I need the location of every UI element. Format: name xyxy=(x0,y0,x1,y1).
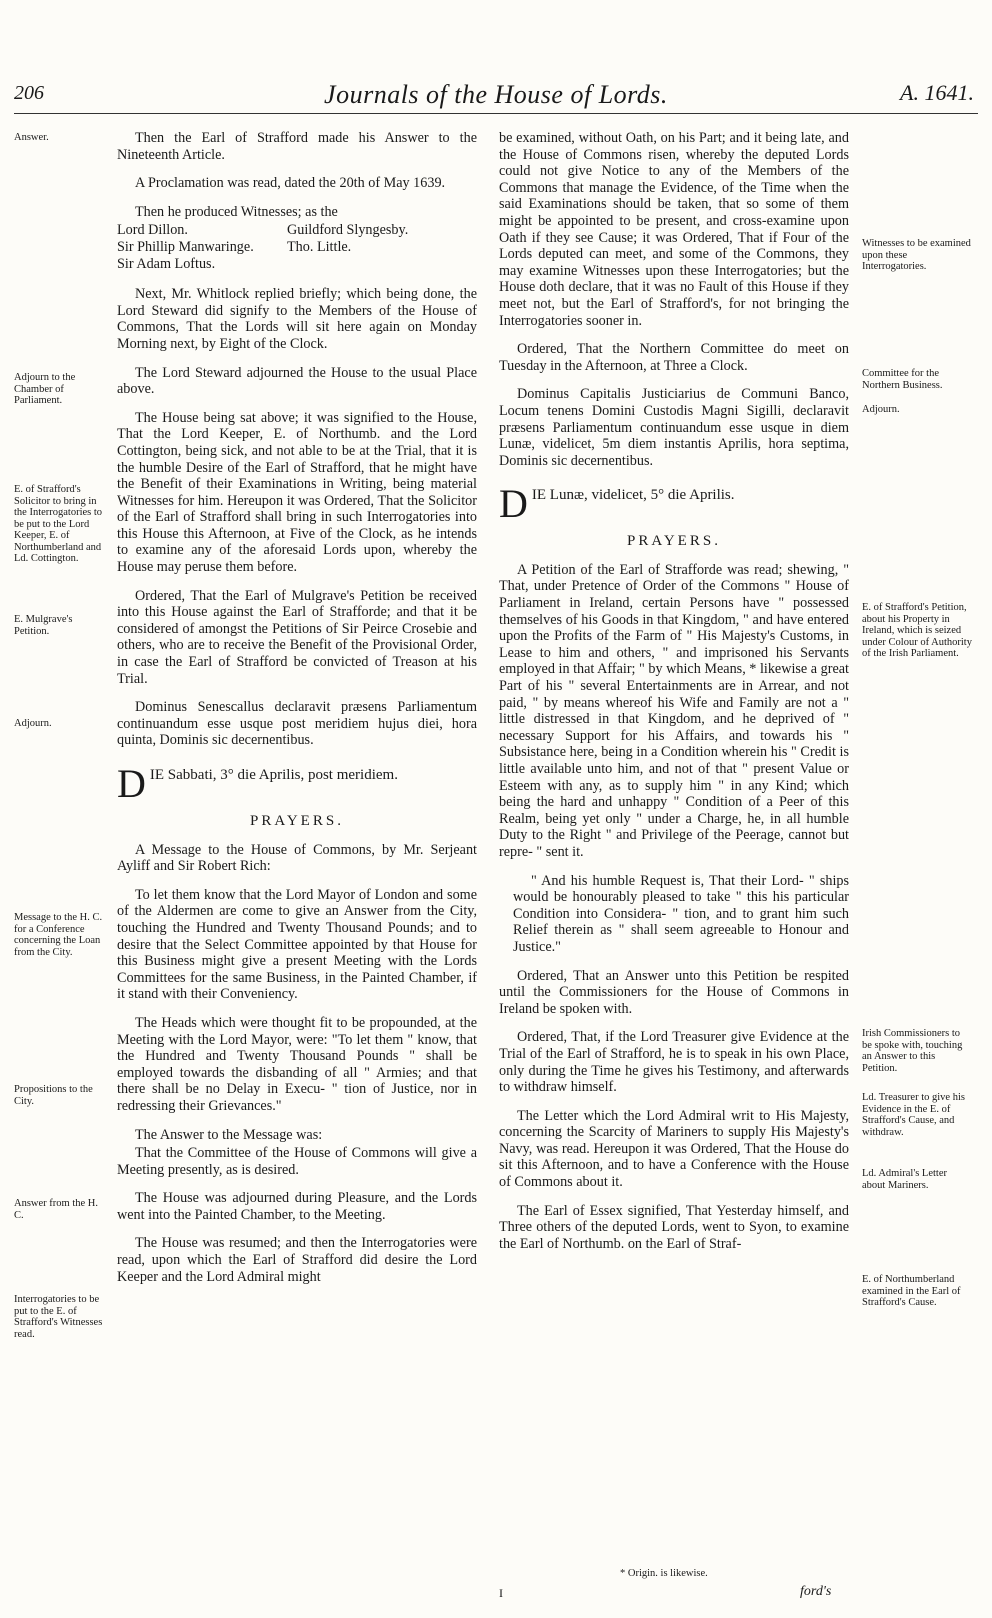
margin-note: Interrogatories to be put to the E. of Strafford's Witnesses read. xyxy=(14,1294,103,1340)
drop-cap: D xyxy=(499,481,528,527)
right-column xyxy=(499,130,849,1264)
margin-note: Answer. xyxy=(14,132,49,143)
paragraph: The Letter which the Lord Admiral writ to His Majesty, concerning the Scarcity of Mariners to supply His Majesty's Navy, was read. Hereupon it was Ordered, That the House do sit this Afternoon, and to have a Conference with the House of Commons about it. xyxy=(499,1107,849,1191)
witness-row xyxy=(117,222,477,239)
paragraph: Dominus Senescallus declaravit præsens Parliamentum continuandum esse usque post meridiem hujus diei, hora quinta, Dominis sic decernentibus. xyxy=(117,699,477,749)
paragraph: To let them know that the Lord Mayor of London and some of the Aldermen are come to give an Answer from the City, touching the Hundred and Twenty Thousand Pounds; and to desire that the Select Committee appointed by that House for this Business might give a present Meeting with the Lords Committees for the same Business, in the Painted Chamber, if it stand with their Conveniency. xyxy=(117,886,477,1003)
paragraph: Ordered, That the Northern Committee do meet on Tuesday in the Afternoon, at Three a Clock. xyxy=(499,341,849,374)
margin-note: Message to the H. C. for a Conference concerning the Loan from the City. xyxy=(14,912,103,958)
paragraph: The Lord Steward adjourned the House to the usual Place above. xyxy=(117,364,477,398)
witness-name xyxy=(287,256,457,273)
header-rule xyxy=(14,113,978,114)
paragraph: Then the Earl of Strafford made his Answer to the Nineteenth Article. xyxy=(117,130,477,163)
paragraph: The House was resumed; and then the Interrogatories were read, upon which the Earl of Strafford did desire the Lord Keeper and the Lord Admiral might xyxy=(117,1235,477,1285)
paragraph: The Heads which were thought fit to be propounded, at the Meeting with the Lord Mayor, were: "To let them " know, that the Hundred and Twenty Thousand Pounds " shall be employed towards the disbanding of all " Armies; and that there shall be no Delay in Execu- " tion of Justice, nor in redressing their Grievances." xyxy=(117,1014,477,1114)
page-header xyxy=(0,0,992,120)
page-number: 206 xyxy=(14,82,44,104)
margin-note: Adjourn. xyxy=(14,718,52,729)
running-title: Journals of the House of Lords. xyxy=(324,80,668,109)
paragraph: That the Committee of the House of Commons will give a Meeting presently, as is desired. xyxy=(117,1145,477,1178)
margin-note: Committee for the Northern Business. xyxy=(862,368,943,391)
margin-note: E. Mulgrave's Petition. xyxy=(14,614,73,637)
day-heading xyxy=(499,481,849,527)
day-heading xyxy=(117,761,477,806)
paragraph: The House being sat above; it was signified to the House, That the Lord Keeper, E. of Northumb. and the Lord Cottington, being sick, and not able to be at the Trial, that it is the humble Desire of the Earl of Strafford, that he might have the Benefit of their Examinations in Writing, being material Witnesses for him. Hereupon it was Ordered, That the Solicitor of the Earl of Strafford shall bring in such Interrogatories into this House this Afternoon, at Five of the Clock, as he intends to examine any of the aforesaid Lords upon, whereby the House may peruse them before. xyxy=(117,409,477,576)
paragraph: A Petition of the Earl of Strafforde was read; shewing, " That, under Pretence of Order of the Commons " House of Parliament in Ireland, certain Persons have " possessed themselves of his Goods in that Kingdom, " and have entered upon the Profits of the Farm of " His Majesty's Customs, in Lease to him and others, " and imprisoned his Servants employed in that Affair; " by which Means, * likewise a great Part of his " several Entertainments are in Arrear, and not paid, " by means whereof his Wife and Family are not a " little distressed in that Kingdom, and he deprived of " necessary Support for his Affairs, and towards his " Subsistance here, being in a Condition wherein his " Credit is little available unto him, and not of that " present Value or Esteem with any, as to supply him " in any Kind; which being the hard and unhappy " Condition of a Peer of this Realm, being yet only " under a Charge, he, in all humble Duty to the Right " and Privilege of the Peerage, cannot but repre- " sent it. xyxy=(499,561,849,860)
left-column xyxy=(117,130,477,1297)
day-heading-text: IE Lunæ, videlicet, 5° die Aprilis. xyxy=(531,487,735,504)
margin-note: Propositions to the City. xyxy=(14,1084,93,1107)
margin-note: Witnesses to be examined upon these Interrogatories. xyxy=(862,238,971,272)
paragraph: Then he produced Witnesses; as the xyxy=(135,203,338,220)
paragraph: Ordered, That, if the Lord Treasurer give Evidence at the Trial of the Earl of Strafford, he is to speak in his own Place, only during the Time he gives his Testimony, and afterwards to withdraw himself. xyxy=(499,1029,849,1096)
paragraph: Next, Mr. Whitlock replied briefly; which being done, the Lord Steward did signify to the Members of the House of Commons, That the Lords will sit here again on Monday Morning next, by Eight of the Clock. xyxy=(117,286,477,352)
paragraph: Dominus Capitalis Justiciarius de Communi Banco, Locum tenens Domini Custodis Magni Sigilli, declaravit præsens Parliamentum continuandum esse usque in diem Lunæ, videlicet, 5m diem instantis Aprilis, hora septima, Dominis sic decernentibus. xyxy=(499,386,849,469)
footnote: * Origin. is likewise. xyxy=(620,1568,708,1579)
paragraph: Ordered, That an Answer unto this Petition be respited until the Commissioners for the House of Commons in Ireland be spoken with. xyxy=(499,967,849,1017)
prayers-heading: PRAYERS. xyxy=(250,813,344,829)
witness-name: Lord Dillon. xyxy=(117,222,188,239)
margin-note: E. of Northumberland examined in the Earl of Strafford's Cause. xyxy=(862,1274,961,1308)
paragraph: A Message to the House of Commons, by Mr. Serjeant Ayliff and Sir Robert Rich: xyxy=(117,841,477,875)
witness-name: Tho. Little. xyxy=(287,238,352,255)
paragraph: A Proclamation was read, dated the 20th of May 1639. xyxy=(135,175,446,192)
day-heading-text: IE Sabbati, 3° die Aprilis, post meridiem. xyxy=(149,767,398,783)
witness-name: Guildford Slyngesby. xyxy=(287,222,409,239)
paragraph: The Answer to the Message was: xyxy=(135,1126,323,1143)
page-year: A. 1641. xyxy=(900,80,974,105)
drop-cap: D xyxy=(117,761,146,806)
witness-row xyxy=(117,239,477,256)
paragraph: be examined, without Oath, on his Part; and it being late, and the House of Commons risen, whereby the deputed Lords could not give Notice to any of the Members of the Commons that manage the Evidence, of the Time when the said Examinations should be taken, that so some of them might be appointed to be present, and cross-examine upon Oath if they see Cause; it was Ordered, That if Four of the Lords deputed can meet, and some of the Commons, they may examine Witnesses upon these Interrogatories; but the House doth declare, that it was no Fault of this House if they meet not, but the Earl of Strafford's, for not bringing the Interrogatories sooner in. xyxy=(499,130,849,329)
margin-note: Adjourn. xyxy=(862,404,900,415)
witness-row xyxy=(117,256,477,273)
margin-note: E. of Strafford's Petition, about his Property in Ireland, which is seized under Colour of Authority of the Irish Parliament. xyxy=(862,602,972,659)
signature-mark: I xyxy=(499,1586,503,1600)
margin-note: Ld. Treasurer to give his Evidence in the E. of Strafford's Cause, and withdraw. xyxy=(862,1092,965,1138)
margin-note: Ld. Admiral's Letter about Mariners. xyxy=(862,1168,947,1191)
margin-note: E. of Strafford's Solicitor to bring in the Interrogatories to be put to the Lord Keeper, E. of Northumberland and Ld. Cottington. xyxy=(14,484,103,564)
catchword: ford's xyxy=(800,1584,832,1599)
paragraph: The House was adjourned during Pleasure, and the Lords went into the Painted Chamber, to the Meeting. xyxy=(117,1190,477,1223)
witness-list xyxy=(117,222,477,272)
margin-note: Adjourn to the Chamber of Parliament. xyxy=(14,372,76,406)
paragraph: The Earl of Essex signified, That Yesterday himself, and Three others of the deputed Lords, went to Syon, to examine the Earl of Northumb. on the Earl of Straf- xyxy=(499,1202,849,1252)
witness-name: Sir Adam Loftus. xyxy=(117,255,216,272)
paragraph: Ordered, That the Earl of Mulgrave's Petition be received into this House against the Earl of Strafforde; and that it be considered of amongst the Petitions of Sir Peirce Crosebie and others, who are to receive the Benefit of the Provisional Order, in case the Earl of Strafford be convicted of Treason at his Trial. xyxy=(117,587,477,687)
witness-name: Sir Phillip Manwaringe. xyxy=(117,238,254,255)
prayers-heading: PRAYERS. xyxy=(627,533,721,550)
margin-note: Irish Commissioners to be spoke with, touching an Answer to this Petition. xyxy=(862,1028,963,1074)
margin-note: Answer from the H. C. xyxy=(14,1198,98,1221)
paragraph: " And his humble Request is, That their Lord- " ships would be honourably pleased to take " this his particular Condition into Considera- " tion, and to grant him such Relief therein as " shall seem agreeable to Honour and Justice." xyxy=(513,872,849,955)
